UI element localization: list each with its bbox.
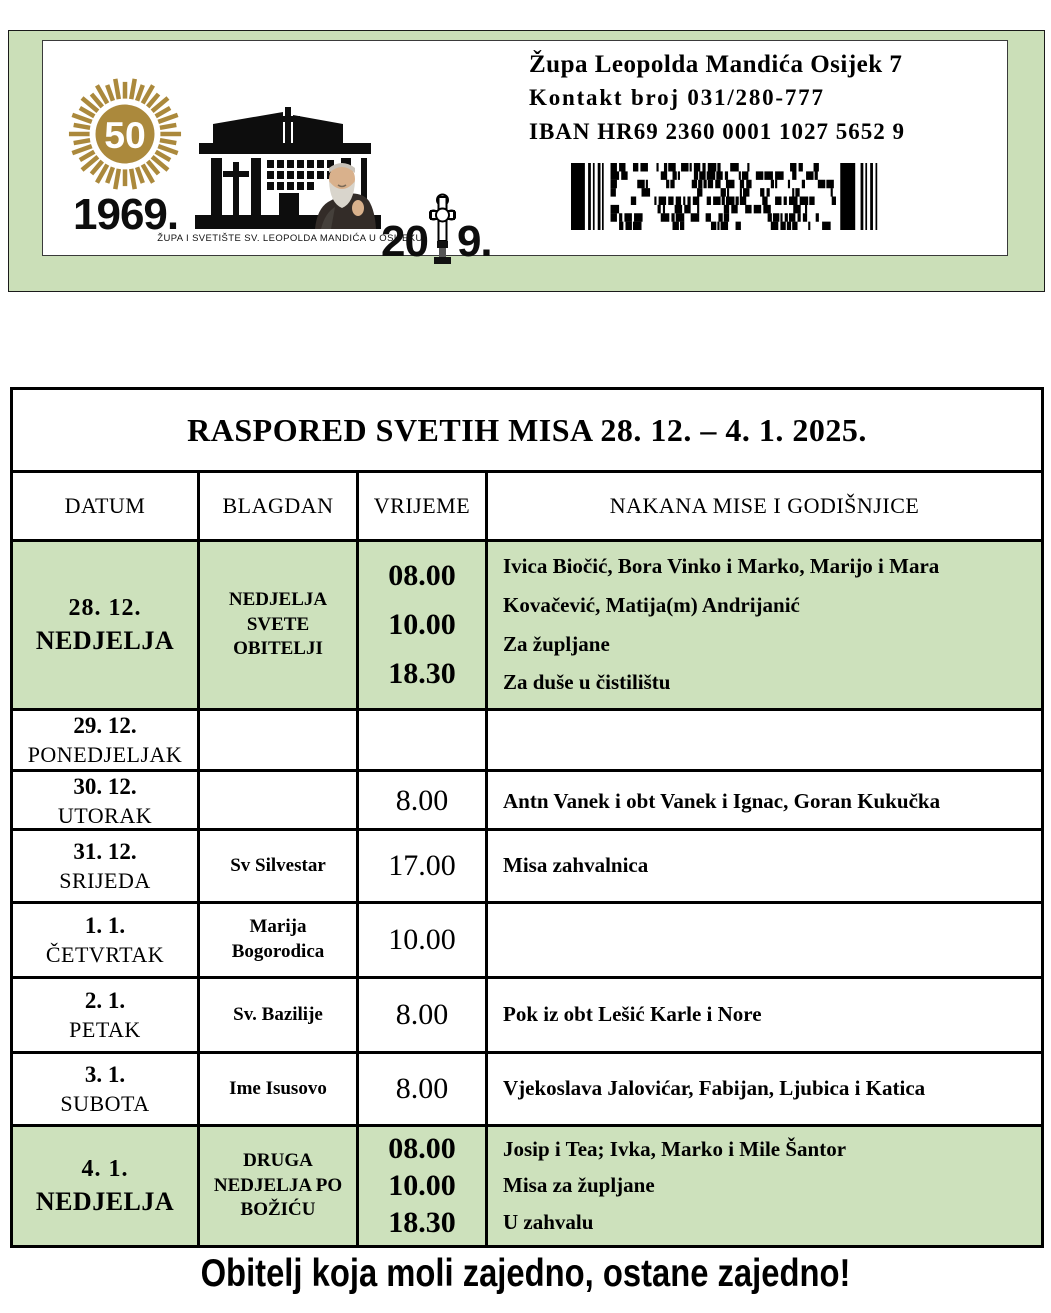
intentions-cell [485,904,1041,976]
intentions-cell: Pok iz obt Lešić Karle i Nore [485,979,1041,1051]
date-cell: 29. 12. PONEDJELJAK [27,713,183,767]
intentions-cell [485,711,1041,769]
column-header-blagdan: BLAGDAN [197,473,356,539]
table-header-row [13,470,1041,539]
feast-cell: Sv Silvestar [197,831,356,901]
cross-monument-icon [429,193,456,269]
intentions-cell: Antn Vanek i obt Vanek i Ignac, Goran Kukučka [485,772,1041,830]
time-cell: 10.00 [356,904,485,976]
table-row [13,708,1041,769]
time-cell: 08.00 10.00 18.30 [356,542,485,708]
iban-number: IBAN HR69 2360 0001 1027 5652 9 [529,119,906,144]
header-card [42,40,1008,266]
intentions-cell: Vjekoslava Jalovićar, Fabijan, Ljubica i Katica [485,1054,1041,1124]
intentions-cell: Misa zahvalnica [485,831,1041,901]
feast-cell: DRUGA NEDJELJA PO BOŽIĆU [197,1127,356,1245]
barcode-image [571,163,883,230]
motto: Obitelj koja moli zajedno, ostane zajedno! [200,1252,851,1295]
column-header-datum: DATUM [64,493,146,518]
time-cell: 8.00 [356,772,485,830]
table-title: RASPORED SVETIH MISA 28. 12. – 4. 1. 2025. [187,411,867,448]
table-row [13,769,1041,828]
table-row [13,1124,1041,1245]
date-cell: 2. 1. PETAK [69,987,141,1042]
feast-cell: NEDJELJA SVETE OBITELJI [197,542,356,708]
parish-name: Župa Leopolda Mandića Osijek 7 [529,51,903,78]
table-row [13,901,1041,976]
year-start: 1969. [73,190,179,239]
feast-cell: Marija Bogorodica [197,904,356,976]
mass-schedule-table [10,387,1044,1248]
date-cell: 3. 1. SUBOTA [60,1061,150,1116]
date-cell: 4. 1. NEDJELJA [35,1155,175,1216]
date-cell [13,542,197,708]
year-end-prefix: 20 [381,217,428,266]
feast-cell [197,772,356,830]
time-cell: 8.00 [356,1054,485,1124]
table-row [13,828,1041,901]
time-cell [356,711,485,769]
intentions-cell: Josip i Tea; Ivka, Marko i Mile Šantor Misa za župljane U zahvalu [485,1127,1041,1245]
day-label: NEDJELJA [35,625,175,655]
feast-cell: Sv. Bazilije [197,979,356,1051]
anniversary-number: 50 [104,113,146,156]
table-row [13,976,1041,1051]
header-panel [8,30,1045,292]
time-cell: 17.00 [356,831,485,901]
time-cell: 08.00 10.00 18.30 [356,1127,485,1245]
table-row [13,1051,1041,1124]
table-row [13,539,1041,708]
date-cell: 30. 12. UTORAK [57,774,153,828]
feast-cell: Ime Isusovo [197,1054,356,1124]
intentions-cell: Ivica Biočić, Bora Vinko i Marko, Marijo i Mara Kovačević, Matija(m) Andrijanić Za župljane Za duše u čistilištu [485,542,1041,708]
year-end [381,193,492,264]
year-end-suffix: 9. [456,217,492,266]
column-header-vrijeme: VRIJEME [356,473,485,539]
date-label: 28. 12. [68,594,142,621]
friar-image [311,161,377,229]
time-cell: 8.00 [356,979,485,1051]
sunburst-50-icon [66,75,184,193]
logo-caption: ŽUPA I SVETIŠTE SV. LEOPOLDA MANDIĆA U OSIJEKU [157,233,423,244]
feast-cell [197,711,356,769]
date-cell: 31. 12. SRIJEDA [59,838,151,893]
contact-number: Kontakt broj 031/280-777 [529,85,825,110]
date-cell: 1. 1. ČETVRTAK [45,912,165,967]
column-header-nakana: NAKANA MISE I GODIŠNJICE [485,473,1041,539]
